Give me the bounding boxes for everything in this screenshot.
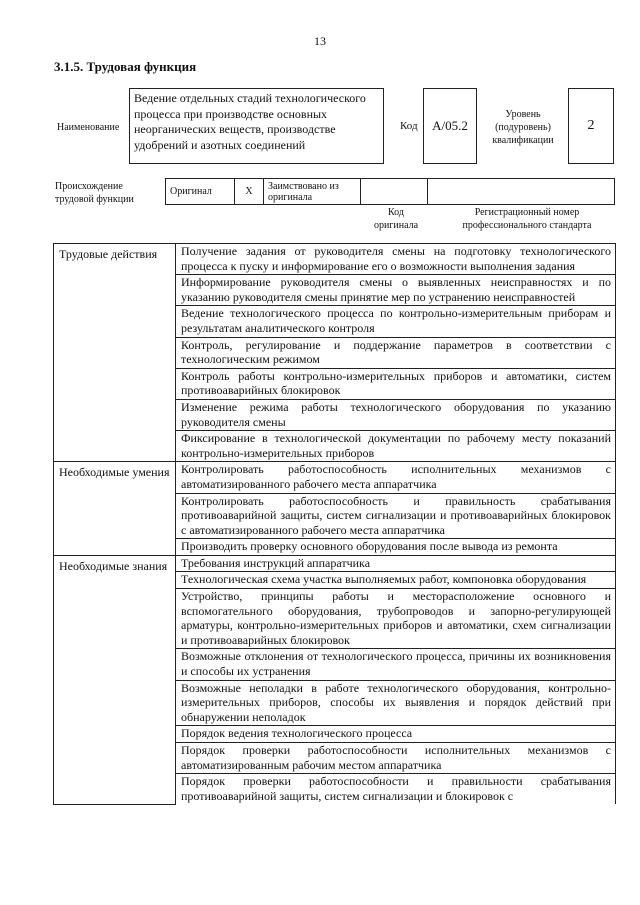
section-item: Возможные отклонения от технологического процесса, причины их возникновения и способы их устранения: [176, 649, 616, 680]
section-item: Контролировать работоспособность исполнительных механизмов с автоматизированного рабочего места аппаратчика: [176, 462, 616, 493]
section-item: Порядок ведения технологического процесса: [176, 726, 616, 743]
table-row: [54, 555, 616, 572]
function-name-box: Ведение отдельных стадий технологического процесса при производстве основных неорганических веществ, производстве удобрений и азотных соединений: [129, 88, 384, 164]
qualification-level-label: Уровень (подуровень) квалификации: [492, 109, 554, 146]
section-item: Фиксирование в технологической документации по рабочему месту показаний контрольно-измерительных приборов: [176, 431, 616, 462]
borrowed-label: Заимствовано из оригинала: [264, 179, 361, 205]
table-row: [54, 462, 616, 493]
original-code-cell: [361, 179, 428, 205]
origin-label: Происхождение трудовой функции: [55, 181, 134, 205]
section-item: Контроль работы контрольно-измерительных приборов и автоматики, систем противоаварийных блокировок: [176, 368, 616, 399]
section-title: 3.1.5. Трудовая функция: [54, 59, 197, 74]
section-item: Технологическая схема участка выполняемых работ, компоновка оборудования: [176, 572, 616, 589]
code-label: Код: [400, 120, 418, 132]
page-number: 13: [314, 34, 326, 48]
section-category: Необходимые умения: [54, 462, 176, 556]
section-category: Трудовые действия: [54, 244, 176, 462]
registration-number-cell: [428, 179, 615, 205]
section-item: Контроль, регулирование и поддержание параметров в соответствии с технологическим режимом: [176, 337, 616, 368]
section-item: Порядок проверки работоспособности и правильности срабатывания противоаварийной защиты, систем сигнализации и блокировок с: [176, 774, 616, 805]
code-caption: Код оригинала: [373, 207, 419, 231]
section-item: Порядок проверки работоспособности исполнительных механизмов с автоматизированным рабочим местом аппаратчика: [176, 743, 616, 774]
section-item: Информирование руководителя смены о выявленных неисправностях и по указанию руководителя смены принятие мер по устранению неисправностей: [176, 275, 616, 306]
section-item: Производить проверку основного оборудования после вывода из ремонта: [176, 539, 616, 556]
section-item: Устройство, принципы работы и месторасположение основного и вспомогательного оборудования, трубопроводов и запорно-регулирующей арматуры, контрольно-измерительных приборов и автоматики, схем сигнализации и противоаварийных блокировок: [176, 589, 616, 649]
registration-caption: Регистрационный номер профессионального стандарта: [462, 207, 592, 231]
section-item: Изменение режима работы технологического оборудования по указанию руководителя смены: [176, 399, 616, 430]
name-label: Наименование: [57, 122, 120, 133]
function-code-box: A/05.2: [423, 88, 477, 164]
original-label: Оригинал: [166, 179, 235, 205]
origin-table: [165, 178, 615, 205]
competency-table: [53, 243, 616, 805]
qualification-level-box: 2: [568, 88, 614, 164]
section-item: Получение задания от руководителя смены на подготовку технологического процесса к пуску и информирование его о возможности выполнения задания: [176, 244, 616, 275]
section-item: Контролировать работоспособность и правильность срабатывания противоаварийной защиты, систем сигнализации и противоаварийных блокировок с автоматизированного рабочего места аппаратчика: [176, 493, 616, 539]
section-item: Возможные неполадки в работе технологического оборудования, контрольно-измерительных приборов, способы их выявления и порядок действий при обнаружении неполадок: [176, 680, 616, 726]
section-category: Необходимые знания: [54, 555, 176, 804]
section-item: Требования инструкций аппаратчика: [176, 555, 616, 572]
original-mark: X: [235, 179, 264, 205]
table-row: [54, 244, 616, 275]
section-item: Ведение технологического процесса по контрольно-измерительным приборам и результатам аналитического контроля: [176, 306, 616, 337]
